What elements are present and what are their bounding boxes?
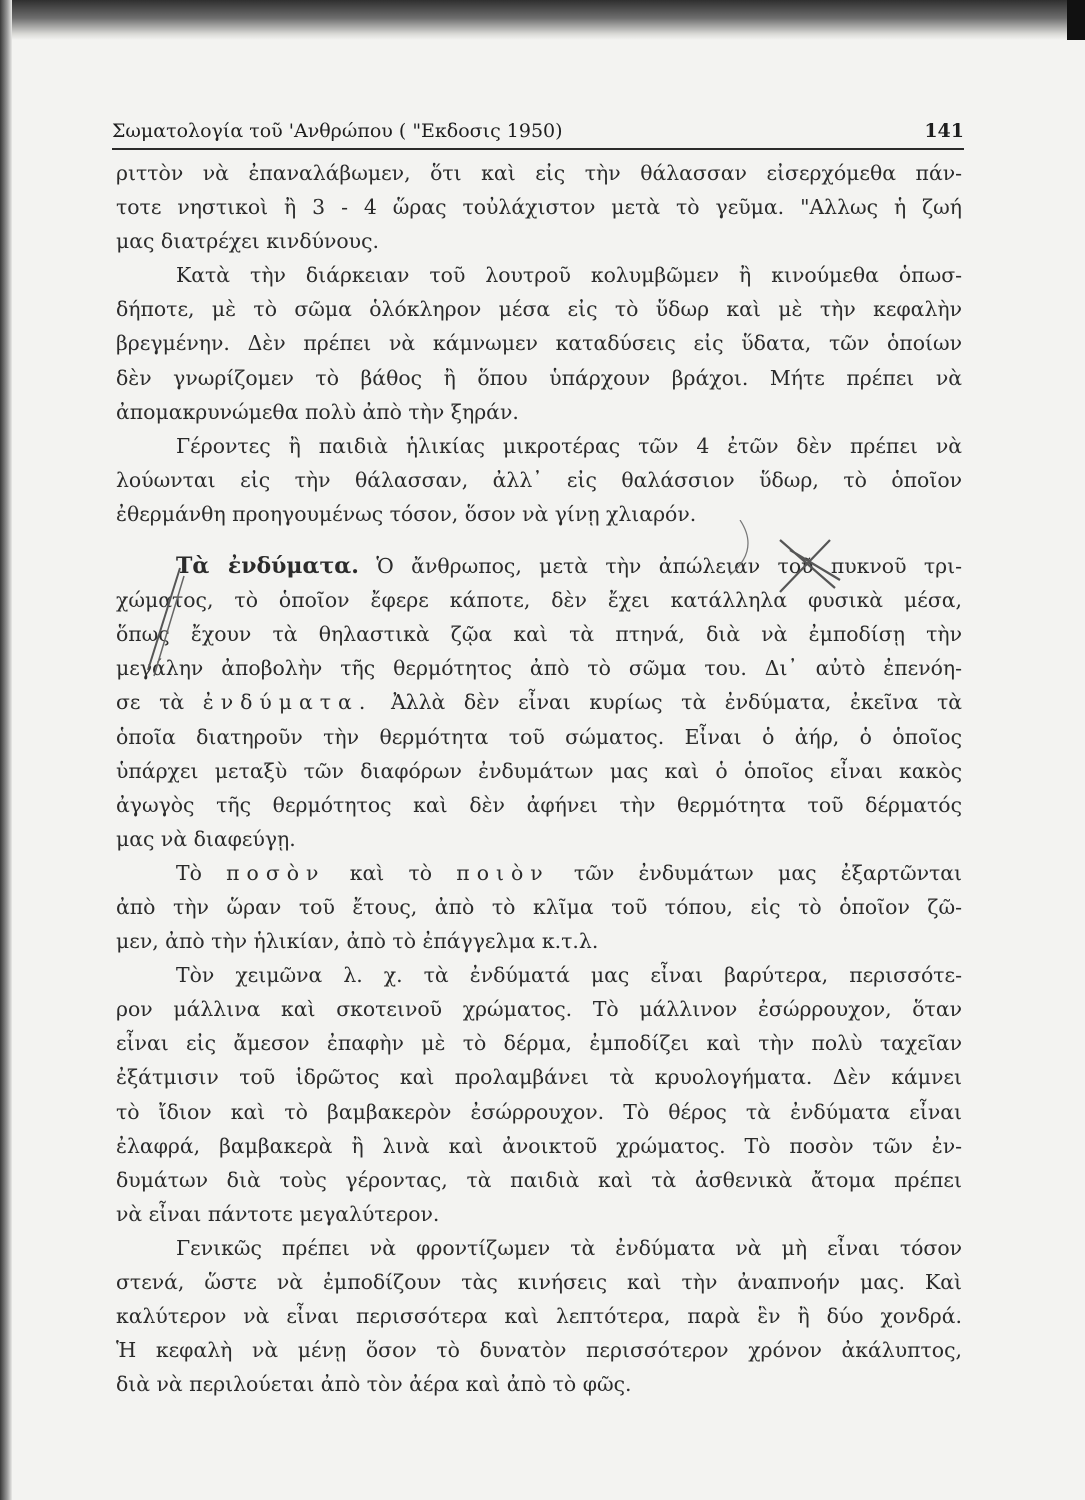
text-fragment: Ἀλλὰ δὲν εἶναι κυρίως τὰ ἐνδύματα, ἐκεῖνα τὰ (390, 690, 962, 715)
text-line: ὑπάρχει μεταξὺ τῶν διαφόρων ἐνδυμάτων μας καὶ ὁ ὁποῖος εἶναι κακὸς (116, 758, 962, 783)
scan-border-top (0, 0, 1085, 40)
text-line: ἐξάτμισιν τοῦ ἱδρῶτος καὶ προλαμβάνει τὰ κρυολογήματα. Δὲν κάμνει (116, 1065, 962, 1090)
page-number: 141 (924, 120, 964, 142)
text-line: Γενικῶς πρέπει νὰ φροντίζωμεν τὰ ἐνδύματα νὰ μὴ εἶναι τόσον (176, 1235, 962, 1260)
text-line: στενά, ὥστε νὰ ἐμποδίζουν τὰς κινήσεις καὶ τὴν ἀναπνοήν μας. Καὶ (116, 1270, 962, 1294)
text-line: χώματος, τὸ ὁποῖον ἔφερε κάποτε, δὲν ἔχει κατάλληλα φυσικὰ μέσα, (116, 588, 962, 613)
text-line: δυμάτων διὰ τοὺς γέροντας, τὰ παιδιὰ καὶ τὰ ἀσθενικὰ ἄτομα πρέπει (116, 1167, 962, 1192)
text-line: ἀγωγὸς τῆς θερμότητος καὶ δὲν ἀφήνει τὴν θερμότητα τοῦ δέρματός (116, 792, 962, 817)
text-line: Ἡ κεφαλὴ νὰ μένῃ ὅσον τὸ δυνατὸν περισσότερον χρόνον ἀκάλυπτος, (116, 1338, 962, 1363)
text-line: δήποτε, μὲ τὸ σῶμα ὁλόκληρον μέσα εἰς τὸ ὕδωρ καὶ μὲ τὴν κεφαλὴν (116, 297, 962, 322)
text-line: μεγάλην ἀποβολὴν τῆς θερμότητος ἀπὸ τὸ σῶμα του. Δι᾽ αὐτὸ ἐπενόη- (116, 656, 962, 681)
text-line: καλύτερον νὰ εἶναι περισσότερα καὶ λεπτότερα, παρὰ ἓν ἢ δύο χονδρά. (116, 1304, 962, 1329)
text-fragment: καὶ τὸ (349, 860, 433, 885)
text-line: δὲν γνωρίζομεν τὸ βάθος ἢ ὅπου ὑπάρχουν βράχοι. Μήτε πρέπει νὰ (116, 365, 962, 390)
section-gap (116, 531, 962, 549)
text-line: μεν, ἀπὸ τὴν ἡλικίαν, ἀπὸ τὸ ἐπάγγελμα κ.τ.λ. (116, 929, 599, 954)
running-title: Σωματολογία τοῦ 'Ανθρώπου ( "Εκδοσις 1950) (112, 120, 563, 142)
text-line: Τὸν χειμῶνα λ. χ. τὰ ἐνδύματά μας εἶναι βαρύτερα, περισσότε- (176, 963, 962, 988)
text-line: Γέροντες ἢ παιδιὰ ἡλικίας μικροτέρας τῶν 4 ἐτῶν δὲν πρέπει νὰ (176, 433, 962, 458)
text-line: ἀπομακρυνώμεθα πολὺ ἀπὸ τὴν ξηράν. (116, 399, 519, 424)
text-line: μας νὰ διαφεύγῃ. (116, 826, 296, 851)
text-line: τοτε νηστικοὶ ἢ 3 - 4 ὥρας τοὐλάχιστον μετὰ τὸ γεῦμα. "Αλλως ἡ ζωή (116, 195, 962, 220)
text-line: λούωνται εἰς τὴν θάλασσαν, ἀλλ᾽ εἰς θαλάσσιον ὕδωρ, τὸ ὁποῖον (116, 467, 962, 492)
section-heading: Τὰ ἐνδύματα. (176, 553, 359, 580)
text-line: διὰ νὰ περιλούεται ἀπὸ τὸν ἀέρα καὶ ἀπὸ τὸ φῶς. (116, 1372, 632, 1397)
text-line-mixed (116, 856, 962, 890)
text-fragment: Τὸ (176, 860, 202, 885)
scan-border-left (0, 0, 12, 1500)
text-line: ρον μάλλινα καὶ σκοτεινοῦ χρώματος. Τὸ μάλλινον ἐσώρρουχον, ὅταν (116, 997, 962, 1022)
text-line: Κατὰ τὴν διάρκειαν τοῦ λουτροῦ κολυμβῶμεν ἢ κινούμεθα ὁπωσ- (176, 263, 962, 288)
text-line: νὰ εἶναι πάντοτε μεγαλύτερον. (116, 1201, 440, 1226)
text-line-mixed (116, 685, 962, 719)
spaced-term: ἐνδύματα. (202, 690, 373, 715)
text-line: τὸ ἴδιον καὶ τὸ βαμβακερὸν ἐσώρρουχον. Τὸ θέρος τὰ ἐνδύματα εἶναι (116, 1099, 962, 1124)
text-line: βρεγμένην. Δὲν πρέπει νὰ κάμνωμεν καταδύσεις εἰς ὕδατα, τῶν ὁποίων (116, 331, 962, 356)
header-rule (112, 148, 964, 150)
section-first-line (116, 549, 962, 583)
text-line: ἐθερμάνθη προηγουμένως τόσον, ὅσον νὰ γίνῃ χλιαρόν. (116, 501, 697, 526)
text-line: ὁποῖα διατηροῦν τὴν θερμότητα τοῦ σώματος. Εἶναι ὁ ἀήρ, ὁ ὁποῖος (116, 724, 962, 749)
text-line: εἶναι εἰς ἄμεσον ἐπαφὴν μὲ τὸ δέρμα, ἐμποδίζει καὶ τὴν πολὺ ταχεῖαν (116, 1031, 962, 1056)
spaced-term: ποσὸν (226, 860, 326, 885)
page-body (116, 156, 962, 1401)
text-fragment: σε τὰ (116, 690, 185, 715)
text-line: ριττὸν νὰ ἐπαναλάβωμεν, ὅτι καὶ εἰς τὴν θάλασσαν εἰσερχόμεθα πάν- (116, 161, 962, 185)
running-header (112, 112, 964, 142)
text-line: ἐλαφρά, βαμβακερὰ ἢ λινὰ καὶ ἀνοικτοῦ χρώματος. Τὸ ποσὸν τῶν ἐν- (116, 1133, 962, 1158)
text-line: μας διατρέχει κινδύνους. (116, 229, 379, 254)
text-fragment: Ὁ ἄνθρωπος, μετὰ τὴν ἀπώλειαν τοῦ πυκνοῦ τρι- (376, 554, 962, 579)
text-line: ὅπως ἔχουν τὰ θηλαστικὰ ζῷα καὶ τὰ πτηνά, διὰ νὰ ἐμποδίσῃ τὴν (116, 622, 962, 647)
text-fragment: τῶν ἐνδυμάτων μας ἐξαρτῶνται (573, 860, 962, 885)
text-line: ἀπὸ τὴν ὥραν τοῦ ἔτους, ἀπὸ τὸ κλῖμα τοῦ τόπου, εἰς τὸ ὁποῖον ζῶ- (116, 894, 962, 919)
scan-corner (1067, 0, 1085, 40)
spaced-term: ποιὸν (456, 860, 550, 885)
